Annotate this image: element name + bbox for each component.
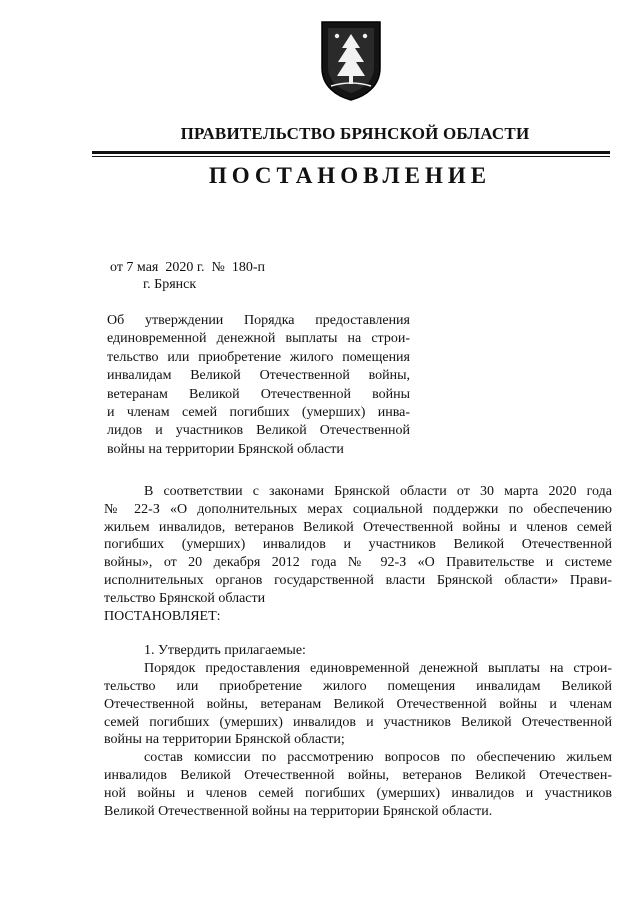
subject-line: и членам семей погибших (умерших) инва- — [107, 405, 410, 421]
subject-line: тельство или приобретение жилого помещения — [107, 349, 410, 365]
procedure-line: Порядок предоставления единовременной денежной выплаты на строи- — [144, 661, 612, 677]
date-and-number: от 7 мая 2020 г. № 180-п — [110, 260, 266, 275]
commission-line: состав комиссии по рассмотрению вопросов по обеспечению жильем — [144, 750, 612, 766]
header-divider-thin — [92, 156, 610, 157]
city: г. Брянск — [143, 277, 197, 292]
preamble-line: № 22-З «О дополнительных мерах социальной поддержки по обеспечению — [104, 501, 612, 517]
preamble-line: жильем инвалидов, ветеранов Великой Отечественной войны и членов семей — [104, 519, 612, 535]
coat-of-arms-icon — [320, 20, 382, 102]
procedure-line: войны на территории Брянской области; — [104, 732, 345, 748]
preamble-line: В соответствии с законами Брянской области от 30 марта 2020 года — [144, 484, 612, 499]
document-type-heading: ПОСТАНОВЛЕНИЕ — [208, 163, 492, 188]
commission-line: инвалидов Великой Отечественной войны, ветеранов Великой Отечествен- — [104, 767, 612, 783]
procedure-line: Отечественной войны, ветеранам Великой Отечественной войны и членам — [104, 696, 612, 712]
preamble-line: войны», от 20 декабря 2012 года № 92-З «О Правительстве и системе — [104, 555, 612, 571]
subject-line: лидов и участников Великой Отечественной — [107, 423, 410, 439]
commission-line: Великой Отечественной войны на территории Брянской области. — [104, 803, 493, 819]
procedure-line: семей погибших (умерших) инвалидов и участников Великой Отечественной — [104, 714, 612, 730]
preamble-line: исполнительных органов государственной власти Брянской области» Прави- — [104, 572, 612, 588]
subject-line: войны на территории Брянской области — [107, 441, 344, 457]
subject-line: единовременной денежной выплаты на строи- — [107, 331, 410, 347]
resolves-heading: ПОСТАНОВЛЯЕТ: — [104, 608, 221, 624]
document-body — [104, 483, 612, 820]
preamble-line: тельство Брянской области — [104, 590, 266, 606]
subject-line: ветеранам Великой Отечественной войны — [107, 386, 410, 402]
procedure-line: тельство или приобретение жилого помещения инвалидам Великой — [104, 678, 612, 694]
commission-line: ной войны и членов семей погибших (умерших) инвалидов и участников — [104, 785, 612, 801]
government-title: ПРАВИТЕЛЬСТВО БРЯНСКОЙ ОБЛАСТИ — [180, 124, 530, 143]
subject-line: Об утверждении Порядка предоставления — [107, 313, 410, 328]
subject-block — [107, 312, 410, 459]
preamble-line: погибших (умерших) инвалидов и участников Великой Отечественной — [104, 537, 612, 553]
subject-line: инвалидам Великой Отечественной войны, — [107, 368, 410, 384]
header-divider-thick — [92, 151, 610, 154]
item-1: 1. Утвердить прилагаемые: — [144, 643, 306, 659]
